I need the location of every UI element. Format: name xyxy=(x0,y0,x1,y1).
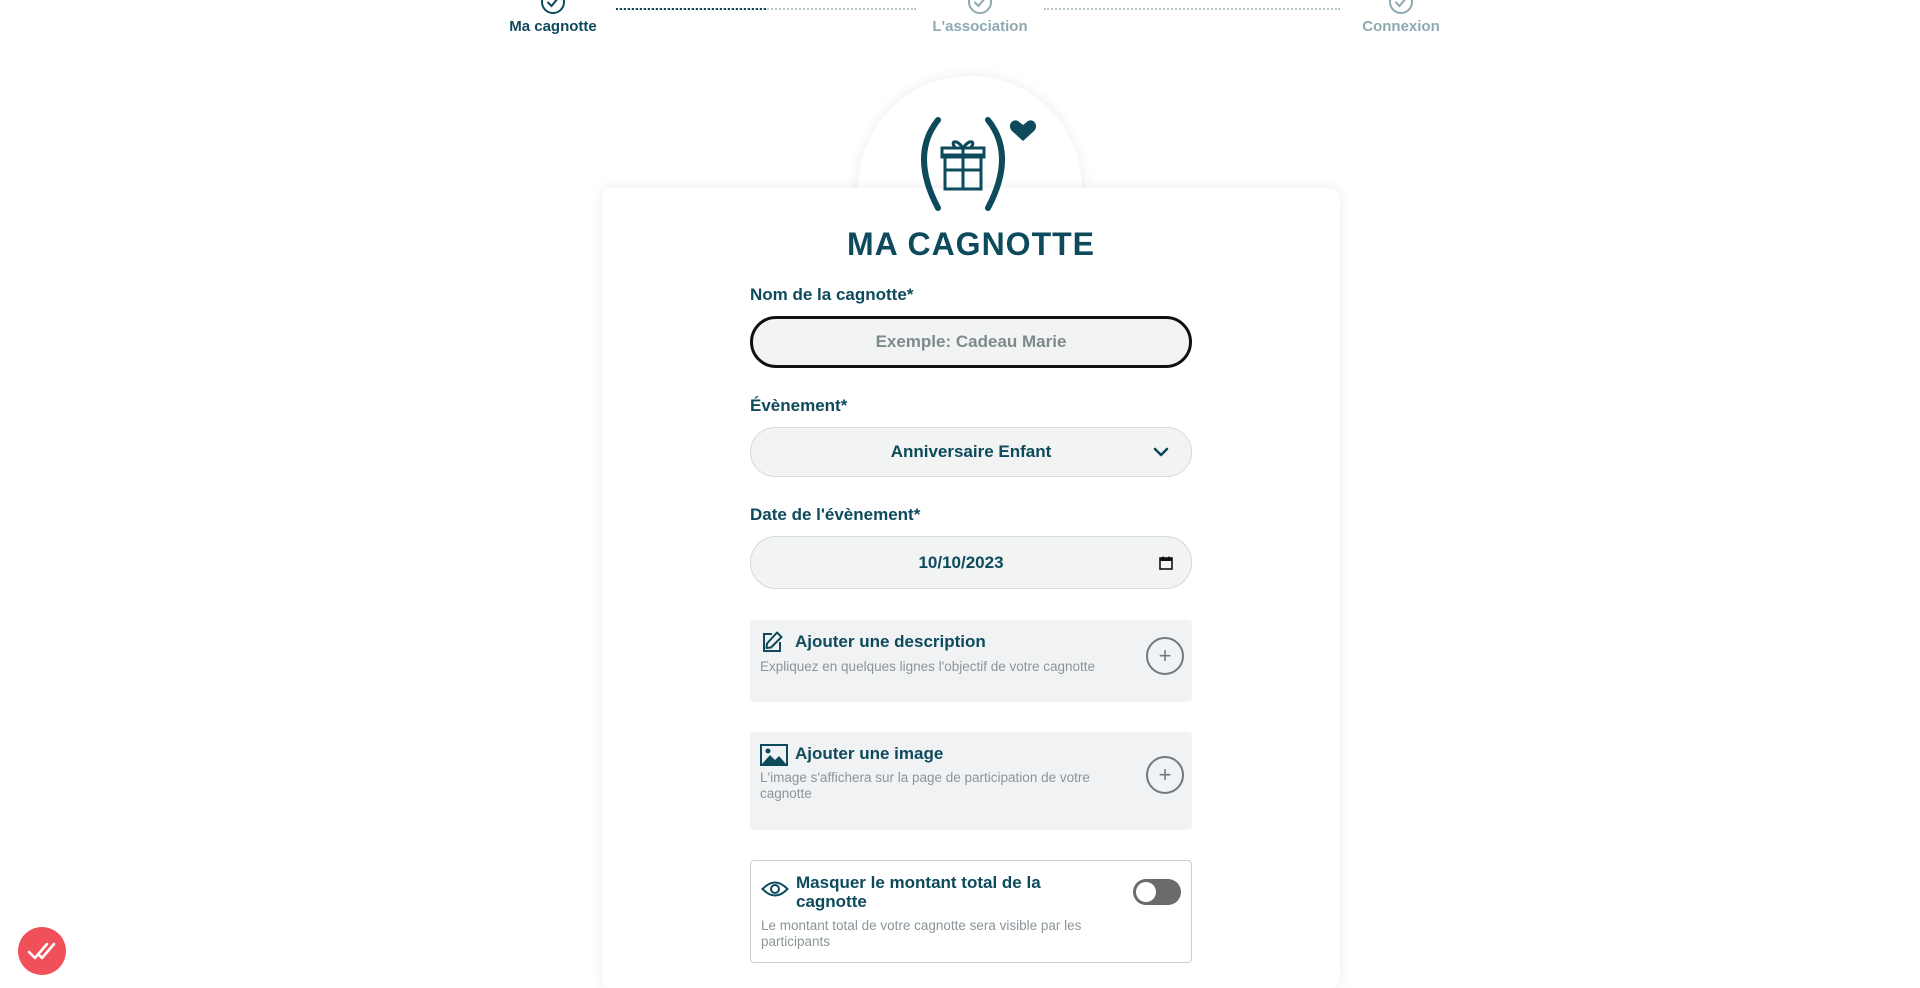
event-label: Évènement* xyxy=(750,396,848,415)
name-field[interactable] xyxy=(750,316,1192,368)
hide-total-title: Masquer le montant total de la cagnotte xyxy=(796,873,1041,911)
chevron-down-icon xyxy=(1153,447,1169,457)
progress-stepper xyxy=(0,0,1920,44)
image-icon xyxy=(760,744,788,766)
image-title: Ajouter une image xyxy=(795,744,944,763)
description-title: Ajouter une description xyxy=(795,632,986,651)
floating-action-button[interactable] xyxy=(18,927,66,975)
hide-total-toggle[interactable] xyxy=(1133,879,1181,905)
stepper-line-1 xyxy=(616,8,916,10)
check-icon xyxy=(968,0,992,14)
date-field[interactable] xyxy=(750,536,1192,589)
double-check-icon xyxy=(27,940,57,962)
stepper-line-2 xyxy=(1044,8,1340,10)
edit-icon xyxy=(760,630,784,654)
add-description-panel[interactable] xyxy=(750,620,1192,702)
date-value: 10/10/2023 xyxy=(918,552,1004,572)
gift-heart-logo xyxy=(900,110,1040,220)
hide-total-hint: Le montant total de votre cagnotte sera visible par les participants xyxy=(761,918,1082,949)
event-value: Anniversaire Enfant xyxy=(890,442,1052,461)
check-icon xyxy=(1389,0,1413,14)
add-image-button[interactable]: + xyxy=(1146,756,1184,794)
date-label: Date de l'évènement* xyxy=(750,505,921,524)
description-hint: Expliquez en quelques lignes l'objectif de votre cagnotte xyxy=(760,659,1096,674)
step-label: Connexion xyxy=(1362,18,1440,35)
hide-total-panel xyxy=(750,860,1192,963)
step-label: L'association xyxy=(932,18,1028,35)
add-description-button[interactable]: + xyxy=(1146,637,1184,675)
page-title: MA CAGNOTTE xyxy=(846,226,1095,262)
calendar-icon[interactable] xyxy=(1159,556,1173,570)
check-icon xyxy=(541,0,565,14)
step-label: Ma cagnotte xyxy=(509,18,597,35)
image-hint: L'image s'affichera sur la page de participation de votre cagnotte xyxy=(760,770,1090,801)
event-select[interactable] xyxy=(750,427,1192,477)
name-input[interactable] xyxy=(753,331,1189,353)
eye-icon xyxy=(761,880,789,898)
name-label: Nom de la cagnotte* xyxy=(750,285,914,304)
add-image-panel[interactable] xyxy=(750,732,1192,830)
